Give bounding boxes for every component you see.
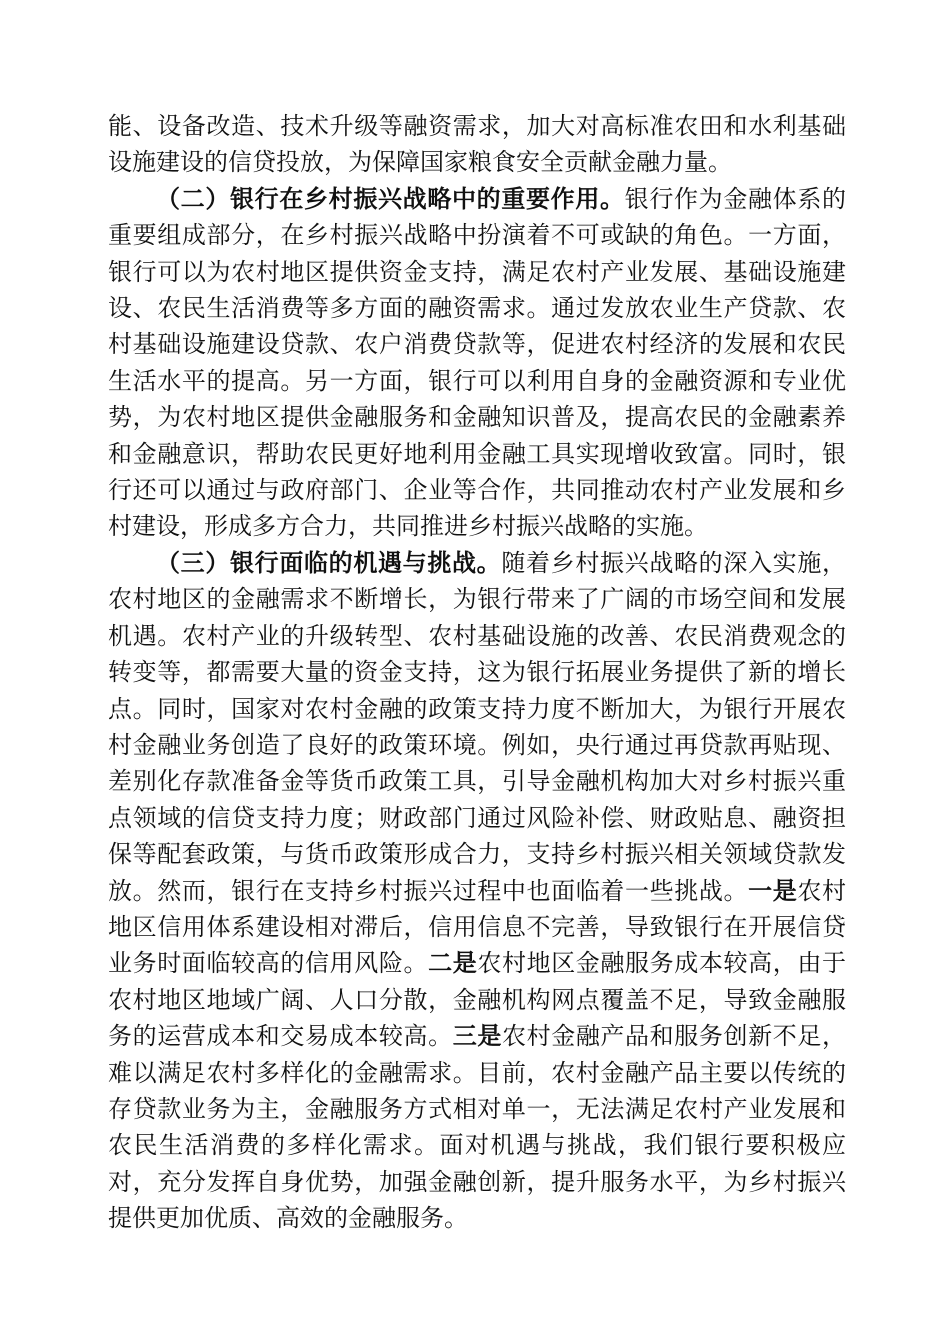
section-heading: （二）银行在乡村振兴战略中的重要作用。 xyxy=(156,183,625,213)
section-heading: （三）银行面临的机遇与挑战。 xyxy=(156,547,502,577)
paragraph-text: 农村金融产品和服务创新不足，难以满足农村多样化的金融需求。目前，农村金融产品主要以传统的存贷款业务为主，金融服务方式相对单一，无法满足农村产业发展和农民生活消费的多样化需求。面对机遇与挑战，我们银行要积极应对，充分发挥自身优势，加强金融创新，提升服务水平，为乡村振兴提供更加优质、高效的金融服务。 xyxy=(108,1022,847,1233)
bold-marker: 一是 xyxy=(748,875,798,905)
paragraph-section-2 xyxy=(108,181,846,545)
paragraph-text: 随着乡村振兴战略的深入实施，农村地区的金融需求不断增长，为银行带来了广阔的市场空间和发展机遇。农村产业的升级转型、农村基础设施的改善、农民消费观念的转变等，都需要大量的资金支持，这为银行拓展业务提供了新的增长点。同时，国家对农村金融的政策支持力度不断加大，为银行开展农村金融业务创造了良好的政策环境。例如，央行通过再贷款再贴现、差别化存款准备金等货币政策工具，引导金融机构加大对乡村振兴重点领域的信贷支持力度；财政部门通过风险补偿、财政贴息、融资担保等配套政策，与货币政策形成合力，支持乡村振兴相关领域贷款发放。然而，银行在支持乡村振兴过程中也面临着一些挑战。 xyxy=(108,548,847,905)
document-page xyxy=(108,108,846,1237)
bold-marker: 三是 xyxy=(452,1021,502,1051)
paragraph-text: 银行作为金融体系的重要组成部分，在乡村振兴战略中扮演着不可或缺的角色。一方面，银行可以为农村地区提供资金支持，满足农村产业发展、基础设施建设、农民生活消费等多方面的融资需求。通过发放农业生产贷款、农村基础设施建设贷款、农户消费贷款等，促进农村经济的发展和农民生活水平的提高。另一方面，银行可以利用自身的金融资源和专业优势，为农村地区提供金融服务和金融知识普及，提高农民的金融素养和金融意识，帮助农民更好地利用金融工具实现增收致富。同时，银行还可以通过与政府部门、企业等合作，共同推动农村产业发展和乡村建设，形成多方合力，共同推进乡村振兴战略的实施。 xyxy=(108,184,847,541)
paragraph-continuation xyxy=(108,108,846,181)
paragraph-text: 农村地区金融服务成本较高，由于农村地区地域广阔、人口分散，金融机构网点覆盖不足，导致金融服务的运营成本和交易成本较高。 xyxy=(108,949,847,1051)
paragraph-text: 农村地区信用体系建设相对滞后，信用信息不完善，导致银行在开展信贷业务时面临较高的信用风险。 xyxy=(108,876,847,978)
bold-marker: 二是 xyxy=(428,948,478,978)
paragraph-section-3 xyxy=(108,545,846,1237)
paragraph-text: 能、设备改造、技术升级等融资需求，加大对高标准农田和水利基础设施建设的信贷投放，为保障国家粮食安全贡献金融力量。 xyxy=(108,112,846,177)
